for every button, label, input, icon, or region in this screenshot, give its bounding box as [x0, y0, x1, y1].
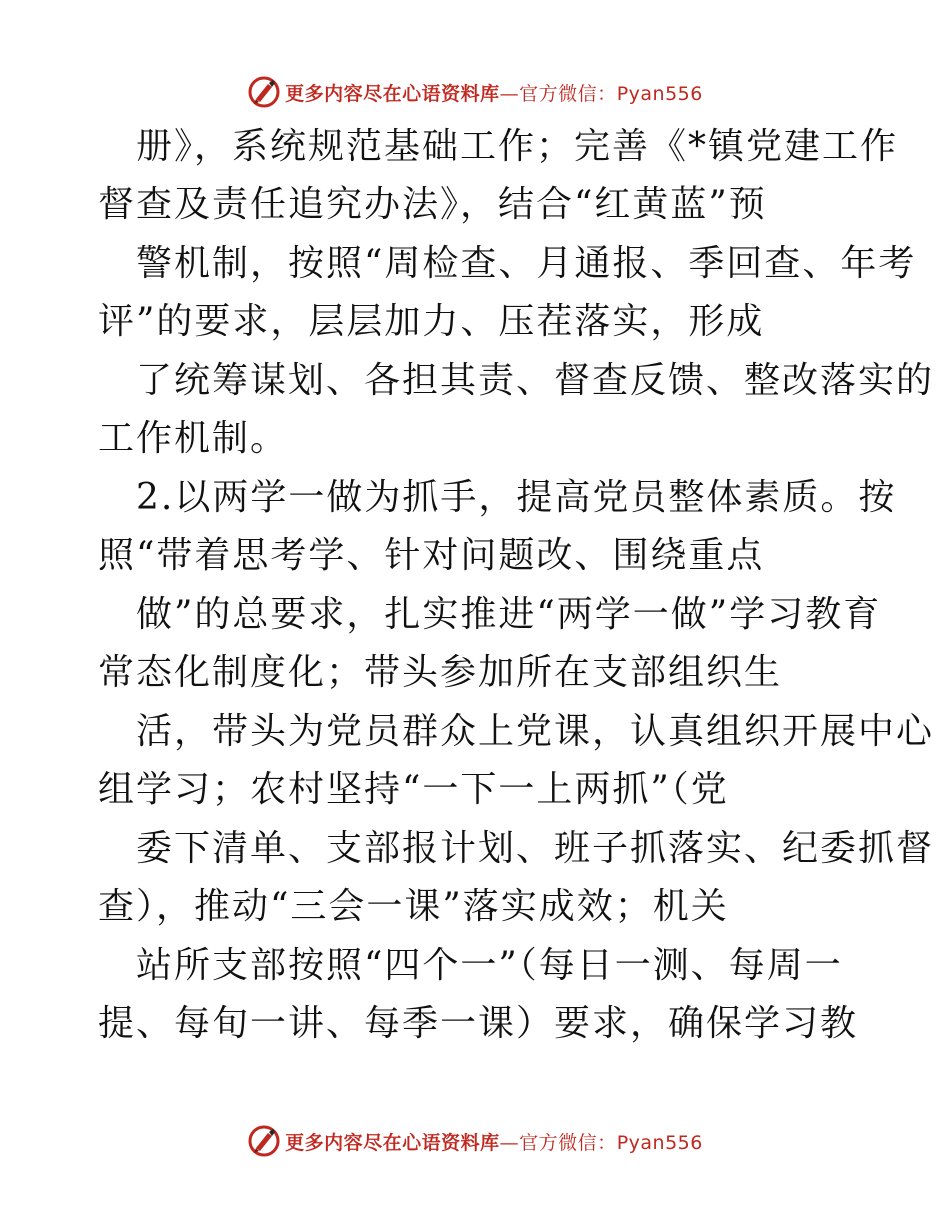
body-line: 组学习；农村坚持“一下一上两抓”（党	[98, 769, 729, 810]
header-watermark	[0, 72, 950, 112]
watermark-text: 更多内容尽在心语资料库—官方微信：Pyan556	[285, 1131, 703, 1154]
watermark-text: 更多内容尽在心语资料库—官方微信：Pyan556	[285, 82, 703, 105]
body-line: 站所支部按照“四个一”（每日一测、每周一	[136, 945, 843, 986]
pen-logo-icon	[247, 75, 281, 109]
body-line: 2.以两学一做为抓手，提高党员整体素质。按	[136, 477, 897, 518]
body-line: 了统筹谋划、各担其责、督查反馈、整改落实的	[136, 360, 935, 401]
body-line: 提、每旬一讲、每季一课）要求，确保学习教	[98, 1003, 859, 1044]
body-line: 照“带着思考学、针对问题改、围绕重点	[98, 535, 765, 576]
body-line: 工作机制。	[98, 418, 289, 459]
body-line: 评”的要求，层层加力、压茬落实，形成	[98, 301, 765, 342]
pen-logo-icon	[247, 1124, 281, 1158]
body-line: 做”的总要求，扎实推进“两学一做”学习教育	[136, 594, 882, 635]
body-line: 警机制，按照“周检查、月通报、季回查、年考	[136, 243, 917, 284]
body-line: 督查及责任追究办法》，结合“红黄蓝”预	[98, 184, 767, 225]
body-line: 活，带头为党员群众上党课，认真组织开展中心	[136, 711, 935, 752]
body-line: 常态化制度化；带头参加所在支部组织生	[98, 652, 783, 693]
body-line: 册》，系统规范基础工作；完善《*镇党建工作	[136, 126, 899, 167]
body-line: 查），推动“三会一课”落实成效；机关	[98, 886, 729, 927]
footer-watermark	[0, 1121, 950, 1161]
body-line: 委下清单、支部报计划、班子抓落实、纪委抓督	[136, 828, 935, 869]
